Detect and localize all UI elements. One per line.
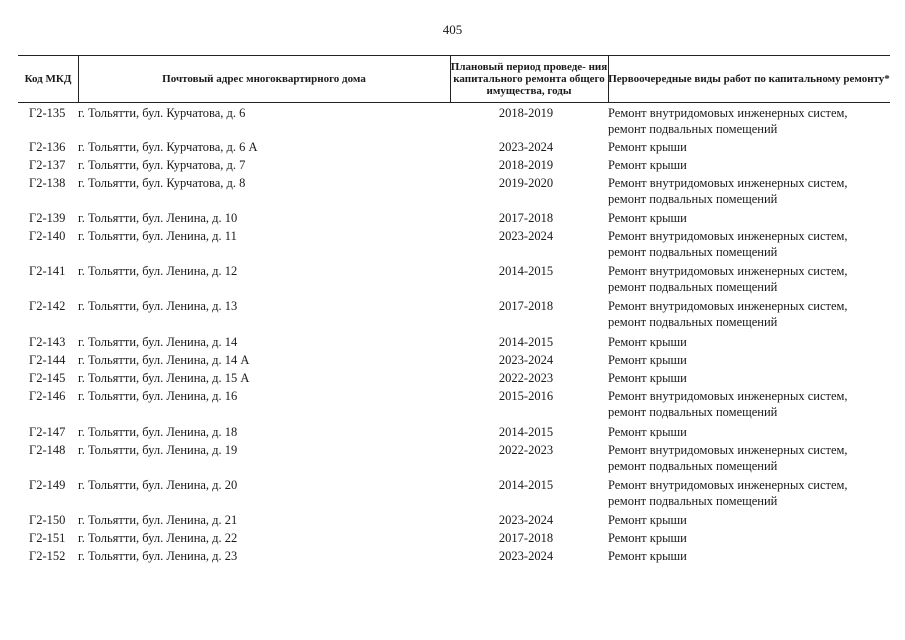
cell-code: Г2-150 bbox=[29, 513, 66, 527]
cell-works bbox=[608, 442, 848, 474]
cell-address: г. Тольятти, бул. Ленина, д. 14 А bbox=[78, 353, 250, 367]
cell-works bbox=[608, 370, 687, 386]
works-line: Ремонт крыши bbox=[608, 335, 687, 349]
works-line: Ремонт крыши bbox=[608, 371, 687, 385]
cell-period: 2017-2018 bbox=[498, 211, 554, 225]
cell-code: Г2-145 bbox=[29, 371, 66, 385]
cell-period: 2023-2024 bbox=[498, 353, 554, 367]
header-period: Плановый период проведе- ния капитального ремонта общего имущества, годы bbox=[450, 61, 608, 97]
works-line: Ремонт внутридомовых инженерных систем, bbox=[608, 478, 848, 492]
table-header bbox=[18, 55, 890, 103]
works-line: Ремонт внутридомовых инженерных систем, bbox=[608, 299, 848, 313]
cell-period: 2023-2024 bbox=[498, 549, 554, 563]
cell-works bbox=[608, 530, 687, 546]
cell-address: г. Тольятти, бул. Ленина, д. 15 А bbox=[78, 371, 250, 385]
cell-works bbox=[608, 334, 687, 350]
works-line: Ремонт внутридомовых инженерных систем, bbox=[608, 106, 848, 120]
cell-code: Г2-148 bbox=[29, 443, 66, 457]
cell-code: Г2-139 bbox=[29, 211, 66, 225]
cell-works bbox=[608, 298, 848, 330]
cell-code: Г2-140 bbox=[29, 229, 66, 243]
works-line: Ремонт крыши bbox=[608, 513, 687, 527]
cell-address: г. Тольятти, бул. Ленина, д. 12 bbox=[78, 264, 238, 278]
cell-code: Г2-149 bbox=[29, 478, 66, 492]
cell-period: 2014-2015 bbox=[498, 478, 554, 492]
works-line: ремонт подвальных помещений bbox=[608, 192, 778, 206]
cell-period: 2022-2023 bbox=[498, 371, 554, 385]
cell-works bbox=[608, 228, 848, 260]
cell-address: г. Тольятти, бул. Ленина, д. 22 bbox=[78, 531, 238, 545]
cell-period: 2023-2024 bbox=[498, 229, 554, 243]
cell-works bbox=[608, 548, 687, 564]
cell-address: г. Тольятти, бул. Ленина, д. 13 bbox=[78, 299, 238, 313]
cell-works bbox=[608, 352, 687, 368]
works-line: Ремонт крыши bbox=[608, 549, 687, 563]
works-line: Ремонт крыши bbox=[608, 211, 687, 225]
cell-address: г. Тольятти, бул. Ленина, д. 11 bbox=[78, 229, 237, 243]
cell-period: 2023-2024 bbox=[498, 513, 554, 527]
works-line: ремонт подвальных помещений bbox=[608, 494, 778, 508]
cell-period: 2014-2015 bbox=[498, 335, 554, 349]
cell-code: Г2-141 bbox=[29, 264, 66, 278]
cell-works bbox=[608, 210, 687, 226]
cell-period: 2017-2018 bbox=[498, 531, 554, 545]
cell-works bbox=[608, 105, 848, 137]
header-works: Первоочередные виды работ по капитальному ремонту* bbox=[608, 73, 890, 85]
cell-period: 2023-2024 bbox=[498, 140, 554, 154]
works-line: Ремонт крыши bbox=[608, 158, 687, 172]
header-address: Почтовый адрес многоквартирного дома bbox=[162, 73, 366, 85]
cell-address: г. Тольятти, бул. Ленина, д. 14 bbox=[78, 335, 238, 349]
cell-period: 2017-2018 bbox=[498, 299, 554, 313]
cell-code: Г2-146 bbox=[29, 389, 66, 403]
works-line: ремонт подвальных помещений bbox=[608, 315, 778, 329]
cell-code: Г2-136 bbox=[29, 140, 66, 154]
cell-works bbox=[608, 175, 848, 207]
works-line: ремонт подвальных помещений bbox=[608, 122, 778, 136]
cell-works bbox=[608, 157, 687, 173]
cell-code: Г2-142 bbox=[29, 299, 66, 313]
works-line: Ремонт крыши bbox=[608, 353, 687, 367]
works-line: Ремонт внутридомовых инженерных систем, bbox=[608, 229, 848, 243]
cell-period: 2014-2015 bbox=[498, 264, 554, 278]
cell-address: г. Тольятти, бул. Ленина, д. 23 bbox=[78, 549, 238, 563]
cell-address: г. Тольятти, бул. Ленина, д. 19 bbox=[78, 443, 238, 457]
cell-address: г. Тольятти, бул. Курчатова, д. 7 bbox=[78, 158, 246, 172]
works-line: Ремонт крыши bbox=[608, 531, 687, 545]
cell-code: Г2-147 bbox=[29, 425, 66, 439]
cell-period: 2019-2020 bbox=[498, 176, 554, 190]
cell-period: 2022-2023 bbox=[498, 443, 554, 457]
cell-address: г. Тольятти, бул. Курчатова, д. 6 А bbox=[78, 140, 258, 154]
cell-works bbox=[608, 139, 687, 155]
cell-period: 2018-2019 bbox=[498, 106, 554, 120]
cell-address: г. Тольятти, бул. Ленина, д. 16 bbox=[78, 389, 238, 403]
cell-period: 2015-2016 bbox=[498, 389, 554, 403]
cell-address: г. Тольятти, бул. Курчатова, д. 6 bbox=[78, 106, 246, 120]
works-line: Ремонт крыши bbox=[608, 425, 687, 439]
header-code: Код МКД bbox=[24, 73, 72, 85]
cell-address: г. Тольятти, бул. Ленина, д. 20 bbox=[78, 478, 238, 492]
cell-code: Г2-138 bbox=[29, 176, 66, 190]
cell-code: Г2-135 bbox=[29, 106, 66, 120]
cell-code: Г2-143 bbox=[29, 335, 66, 349]
works-line: Ремонт крыши bbox=[608, 140, 687, 154]
works-line: Ремонт внутридомовых инженерных систем, bbox=[608, 389, 848, 403]
cell-works bbox=[608, 388, 848, 420]
cell-address: г. Тольятти, бул. Курчатова, д. 8 bbox=[78, 176, 246, 190]
works-line: Ремонт внутридомовых инженерных систем, bbox=[608, 176, 848, 190]
works-line: Ремонт внутридомовых инженерных систем, bbox=[608, 264, 848, 278]
cell-works bbox=[608, 512, 687, 528]
cell-works bbox=[608, 424, 687, 440]
cell-period: 2018-2019 bbox=[498, 158, 554, 172]
cell-code: Г2-151 bbox=[29, 531, 66, 545]
cell-code: Г2-152 bbox=[29, 549, 66, 563]
cell-works bbox=[608, 263, 848, 295]
works-line: ремонт подвальных помещений bbox=[608, 245, 778, 259]
works-line: ремонт подвальных помещений bbox=[608, 280, 778, 294]
cell-address: г. Тольятти, бул. Ленина, д. 18 bbox=[78, 425, 238, 439]
cell-code: Г2-137 bbox=[29, 158, 66, 172]
cell-period: 2014-2015 bbox=[498, 425, 554, 439]
works-line: ремонт подвальных помещений bbox=[608, 405, 778, 419]
page-number: 405 bbox=[442, 22, 463, 37]
works-line: ремонт подвальных помещений bbox=[608, 459, 778, 473]
cell-works bbox=[608, 477, 848, 509]
works-line: Ремонт внутридомовых инженерных систем, bbox=[608, 443, 848, 457]
cell-address: г. Тольятти, бул. Ленина, д. 10 bbox=[78, 211, 238, 225]
cell-code: Г2-144 bbox=[29, 353, 66, 367]
cell-address: г. Тольятти, бул. Ленина, д. 21 bbox=[78, 513, 238, 527]
